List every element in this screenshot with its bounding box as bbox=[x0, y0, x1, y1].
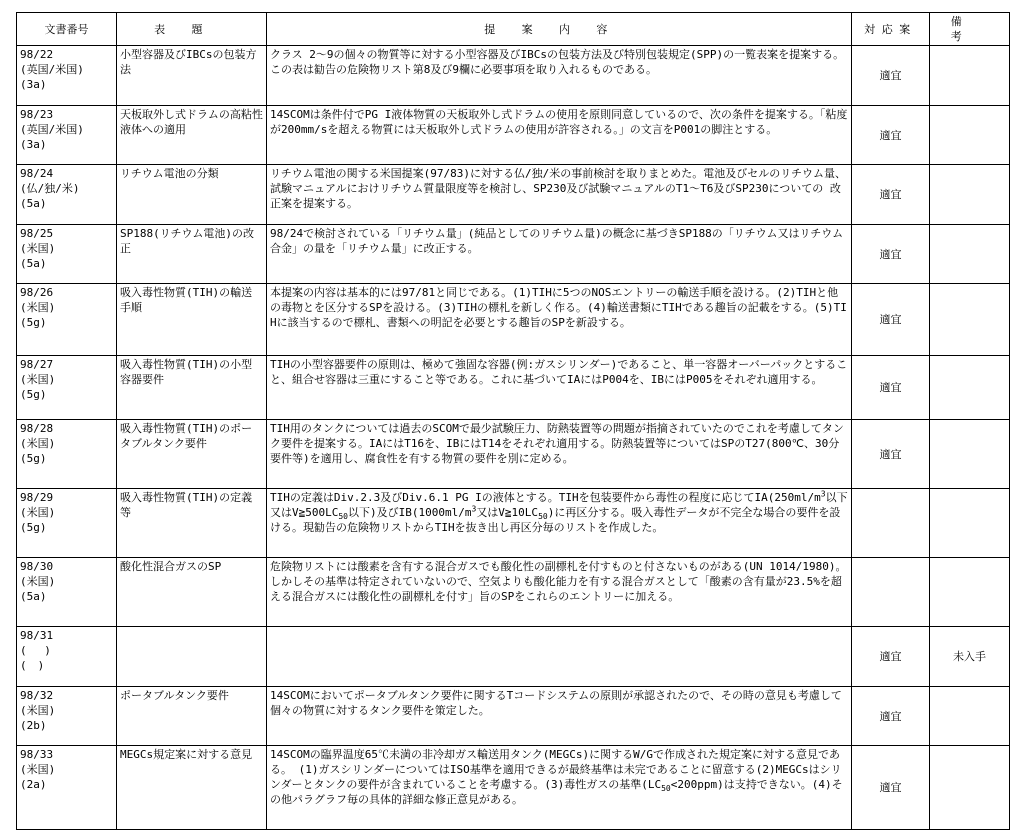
table-row bbox=[17, 420, 1010, 489]
note-cell: 未入手 bbox=[930, 627, 1010, 687]
note-cell bbox=[930, 746, 1010, 830]
table-row bbox=[17, 687, 1010, 746]
doc-number: 98/31 ( ) ( ) bbox=[17, 627, 117, 687]
table-row bbox=[17, 106, 1010, 165]
doc-number: 98/28 (米国) (5g) bbox=[17, 420, 117, 489]
doc-content: TIH用のタンクについては過去のSCOMで最少試験圧力、防熱装置等の問題が指摘されていたのでこれを考慮してタンク要件を提案する。IAにはT16を、IBにはT14をそれぞれ適用する。防熱装置等についてはSPのT27(800℃、30分要件等)を適用し、腐食性を有する物質の要件を別に定める。 bbox=[267, 420, 852, 489]
note-cell bbox=[930, 165, 1010, 225]
note-cell bbox=[930, 225, 1010, 284]
doc-title: 天板取外し式ドラムの高粘性液体への適用 bbox=[117, 106, 267, 165]
superscript: 3 bbox=[820, 489, 826, 499]
doc-content: 本提案の内容は基本的には97/81と同じである。(1)TIHに5つのNOSエントリーの輸送手順を設ける。(2)TIHと他の毒物とを区分するSPを設ける。(3)TIHの標札を新しく作る。(4)輸送書類にTIHである趣旨の記載をする。(5)TIHに該当するので標札、書類への明記を必要とする趣旨のSPを新設する。 bbox=[267, 284, 852, 356]
table-row bbox=[17, 284, 1010, 356]
table-body bbox=[17, 46, 1010, 830]
doc-title: 吸入毒性物質(TIH)のポータブルタンク要件 bbox=[117, 420, 267, 489]
doc-title: MEGCs規定案に対する意見 bbox=[117, 746, 267, 830]
superscript: 3 bbox=[471, 504, 477, 514]
subscript: 50 bbox=[538, 512, 548, 522]
action-cell: 適宜 bbox=[852, 106, 930, 165]
doc-content: クラス 2～9の個々の物質等に対する小型容器及びIBCsの包装方法及び特別包装規定(SPP)の一覧表案を提案する。この表は勧告の危険物リスト第8及び9欄に必要事項を取り入れるものである。 bbox=[267, 46, 852, 106]
doc-number: 98/26 (米国) (5g) bbox=[17, 284, 117, 356]
doc-number: 98/27 (米国) (5g) bbox=[17, 356, 117, 420]
action-cell bbox=[852, 489, 930, 558]
action-cell: 適宜 bbox=[852, 165, 930, 225]
doc-title: 小型容器及びIBCsの包装方法 bbox=[117, 46, 267, 106]
note-cell bbox=[930, 558, 1010, 627]
proposal-table bbox=[16, 12, 1010, 830]
note-cell bbox=[930, 106, 1010, 165]
action-cell: 適宜 bbox=[852, 46, 930, 106]
doc-title: リチウム電池の分類 bbox=[117, 165, 267, 225]
action-cell: 適宜 bbox=[852, 420, 930, 489]
header-title: 表題 bbox=[117, 13, 267, 46]
doc-content: 14SCOMは条件付でPG I液体物質の天板取外し式ドラムの使用を原則同意しているので、次の条件を提案する。「粘度が200mm/sを超える物質には天板取外し式ドラムの使用が許容される。」の文言をP001の脚注とする。 bbox=[267, 106, 852, 165]
header-content: 提案内容 bbox=[267, 13, 852, 46]
doc-content: 98/24で検討されている「リチウム量」(純品としてのリチウム量)の概念に基づきSP188の「リチウム又はリチウム合金」の量を「リチウム量」に改正する。 bbox=[267, 225, 852, 284]
doc-content: 危険物リストには酸素を含有する混合ガスでも酸化性の副標札を付すものと付さないものがある(UN 1014/1980)。しかしその基準は特定されていないので、空気よりも酸化能力を有する混合ガスとして「酸素の含有量が23.5%を超える混合ガスには酸化性の副標札を付す」旨のSPをこれらのエントリーに加える。 bbox=[267, 558, 852, 627]
header-note: 備考 bbox=[930, 13, 1010, 46]
note-cell bbox=[930, 46, 1010, 106]
doc-number: 98/25 (米国) (5a) bbox=[17, 225, 117, 284]
table-row bbox=[17, 356, 1010, 420]
doc-number: 98/22 (英国/米国) (3a) bbox=[17, 46, 117, 106]
action-cell: 適宜 bbox=[852, 687, 930, 746]
table-row bbox=[17, 489, 1010, 558]
doc-title: 吸入毒性物質(TIH)の輸送手順 bbox=[117, 284, 267, 356]
doc-number: 98/33 (米国) (2a) bbox=[17, 746, 117, 830]
doc-number: 98/32 (米国) (2b) bbox=[17, 687, 117, 746]
doc-number: 98/24 (仏/独/米) (5a) bbox=[17, 165, 117, 225]
subscript: 50 bbox=[661, 784, 671, 794]
table-row bbox=[17, 225, 1010, 284]
doc-title: 吸入毒性物質(TIH)の小型容器要件 bbox=[117, 356, 267, 420]
doc-title: 吸入毒性物質(TIH)の定義等 bbox=[117, 489, 267, 558]
header-row bbox=[17, 13, 1010, 46]
action-cell: 適宜 bbox=[852, 284, 930, 356]
content-part: 以下)及びIB(1000ml/m bbox=[348, 506, 472, 519]
table-row bbox=[17, 46, 1010, 106]
content-part: 14SCOMの臨界温度65℃未満の非冷却ガス輸送用タンク(MEGCs)に関するW/Gで作成された規定案に対する意見である。 (1)ガスシリンダーについてはISO基準を適用できるが最終基準は未完であることに留意する(2)MEGCsはシリンダーとタンクの要件が含まれていることを考慮する。(3)毒性ガスの基準(LC bbox=[270, 748, 842, 791]
note-cell bbox=[930, 284, 1010, 356]
doc-number: 98/30 (米国) (5a) bbox=[17, 558, 117, 627]
action-cell: 適宜 bbox=[852, 746, 930, 830]
content-part: )に再区分する。吸入毒性データが不完全な場合の要件を設ける。現勧告の危険物リストからTIHを抜き出し再区分毎のリストを作成した。 bbox=[270, 506, 841, 534]
note-cell bbox=[930, 420, 1010, 489]
table-row bbox=[17, 627, 1010, 687]
doc-title: ポータブルタンク要件 bbox=[117, 687, 267, 746]
doc-number: 98/29 (米国) (5g) bbox=[17, 489, 117, 558]
doc-content bbox=[267, 489, 852, 558]
doc-content bbox=[267, 746, 852, 830]
subscript: 50 bbox=[338, 512, 348, 522]
content-part: <200ppm)は支持できない。(4)その他パラグラフ毎の具体的詳細な修正意見がある。 bbox=[270, 778, 843, 806]
header-action: 対応案 bbox=[852, 13, 930, 46]
proposal-sheet bbox=[16, 12, 1009, 830]
doc-title bbox=[117, 627, 267, 687]
doc-number: 98/23 (英国/米国) (3a) bbox=[17, 106, 117, 165]
note-cell bbox=[930, 489, 1010, 558]
doc-content: リチウム電池の関する米国提案(97/83)に対する仏/独/米の事前検討を取りまとめた。電池及びセルのリチウム量、試験マニュアルにおけリチウム質量限度等を検討し、SP230及び試験マニュアルのT1～T6及びSP230についての 改正案を提案する。 bbox=[267, 165, 852, 225]
action-cell: 適宜 bbox=[852, 356, 930, 420]
doc-content: TIHの小型容器要件の原則は、極めて強固な容器(例:ガスシリンダー)であること、単一容器オーバーパックとすること、組合せ容器は三重にすること等である。これに基づいてIAにはP004を、IBにはP005をそれぞれ適用する。 bbox=[267, 356, 852, 420]
content-part: TIHの定義はDiv.2.3及びDiv.6.1 PG Iの液体とする。TIHを包装要件から毒性の程度に応じてIA(250ml/m bbox=[270, 491, 821, 504]
table-row bbox=[17, 165, 1010, 225]
doc-title: 酸化性混合ガスのSP bbox=[117, 558, 267, 627]
action-cell: 適宜 bbox=[852, 627, 930, 687]
doc-content bbox=[267, 627, 852, 687]
doc-title: SP188(リチウム電池)の改正 bbox=[117, 225, 267, 284]
table-row bbox=[17, 746, 1010, 830]
action-cell bbox=[852, 558, 930, 627]
content-part: 以下又はV≧500LC bbox=[270, 491, 848, 519]
content-part: 又はV≧10LC bbox=[476, 506, 539, 519]
note-cell bbox=[930, 356, 1010, 420]
header-doc-no: 文書番号 bbox=[17, 13, 117, 46]
action-cell: 適宜 bbox=[852, 225, 930, 284]
note-cell bbox=[930, 687, 1010, 746]
doc-content: 14SCOMにおいてポータブルタンク要件に関するTコードシステムの原則が承認されたので、その時の意見も考慮して個々の物質に対するタンク要件を策定した。 bbox=[267, 687, 852, 746]
table-row bbox=[17, 558, 1010, 627]
